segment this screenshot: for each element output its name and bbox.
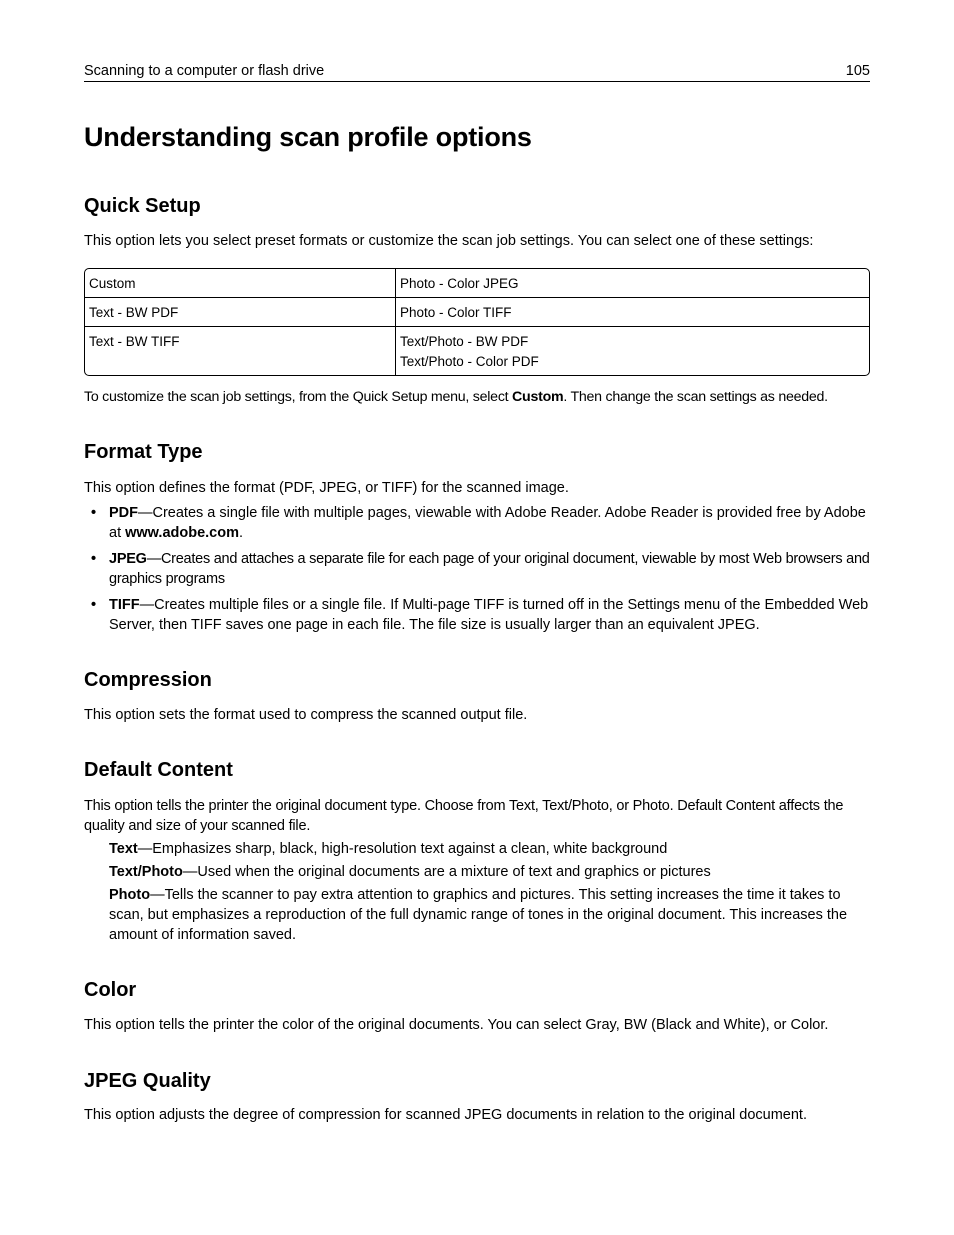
list-item bbox=[84, 549, 870, 589]
list-item bbox=[84, 503, 870, 543]
list-item-text: —Creates a single file with multiple pages, viewable with Adobe Reader. Adobe Reader is provided free by Adobe at bbox=[109, 505, 866, 541]
heading-color: Color bbox=[84, 979, 137, 1001]
list-item-text: —Creates multiple files or a single file. If Multi-page TIFF is turned off in the Settings menu of the Embedded Web Server, then TIFF saves one page in each file. The file size is usually larger than an equivalent JPEG. bbox=[109, 597, 869, 633]
content-option-text: —Emphasizes sharp, black, high-resolution text against a clean, white background bbox=[137, 841, 668, 857]
running-header bbox=[84, 60, 870, 82]
table-cell bbox=[396, 327, 869, 375]
list-item bbox=[84, 595, 870, 635]
table-cell-line: Text/Photo - BW PDF bbox=[400, 334, 529, 349]
content-option-term: Text/Photo bbox=[109, 864, 183, 880]
jpeg-quality-text: This option adjusts the degree of compression for scanned JPEG documents in relation to the original document. bbox=[84, 1107, 807, 1123]
table-row bbox=[85, 298, 869, 327]
quick-setup-note bbox=[84, 387, 828, 407]
header-section-title: Scanning to a computer or flash drive bbox=[84, 63, 325, 79]
color-text: This option tells the printer the color of the original documents. You can select Gray, BW (Black and White), or Color. bbox=[84, 1017, 829, 1033]
table-cell: Text - BW TIFF bbox=[85, 327, 396, 375]
default-content-intro: This option tells the printer the original document type. Choose from Text, Text/Photo, or Photo. Default Content affects the quality and size of your scanned file. bbox=[84, 798, 844, 834]
table-cell: Photo - Color TIFF bbox=[396, 298, 869, 327]
heading-compression: Compression bbox=[84, 669, 212, 691]
table-row bbox=[85, 327, 869, 375]
format-type-intro: This option defines the format (PDF, JPEG, or TIFF) for the scanned image. bbox=[84, 480, 569, 496]
content-option-text: —Used when the original documents are a mixture of text and graphics or pictures bbox=[182, 864, 711, 880]
compression-text: This option sets the format used to compress the scanned output file. bbox=[84, 707, 528, 723]
list-item-term: TIFF bbox=[109, 597, 140, 613]
table-cell-line: Text/Photo - Color PDF bbox=[400, 354, 539, 369]
list-item-tail: . bbox=[239, 525, 244, 541]
content-option bbox=[109, 839, 870, 859]
page-title: Understanding scan profile options bbox=[84, 122, 532, 152]
heading-jpeg-quality: JPEG Quality bbox=[84, 1070, 211, 1092]
bullet-icon: • bbox=[91, 597, 97, 613]
list-item-text: —Creates and attaches a separate file for each page of your original document, viewable by most Web browsers and graphics programs bbox=[109, 551, 870, 587]
content-option bbox=[109, 885, 870, 945]
content-option-text: —Tells the scanner to pay extra attention to graphics and pictures. This setting increases the time it takes to scan, but emphasizes a reproduction of the full dynamic range of tones in the original document. This increases the amount of information saved. bbox=[109, 887, 848, 943]
table-row bbox=[85, 269, 869, 298]
note-emphasis: Custom bbox=[512, 389, 564, 405]
content-option bbox=[109, 862, 870, 882]
quick-setup-table bbox=[84, 268, 870, 376]
list-item-term: JPEG bbox=[109, 551, 147, 567]
table-cell: Custom bbox=[85, 269, 396, 298]
page-number: 105 bbox=[845, 63, 870, 79]
bullet-icon: • bbox=[91, 551, 96, 567]
content-option-term: Photo bbox=[109, 887, 151, 903]
heading-default-content: Default Content bbox=[84, 759, 233, 781]
quick-setup-intro: This option lets you select preset formats or customize the scan job settings. You can select one of these settings: bbox=[84, 233, 814, 249]
list-item-term: PDF bbox=[109, 505, 138, 521]
bullet-icon: • bbox=[91, 505, 97, 521]
note-text: . Then change the scan settings as needed. bbox=[563, 389, 828, 405]
note-text: To customize the scan job settings, from the Quick Setup menu, select bbox=[84, 389, 513, 405]
table-cell: Text - BW PDF bbox=[85, 298, 396, 327]
heading-format-type: Format Type bbox=[84, 441, 203, 463]
table-cell: Photo - Color JPEG bbox=[396, 269, 869, 298]
content-option-term: Text bbox=[109, 841, 138, 857]
heading-quick-setup: Quick Setup bbox=[84, 195, 201, 217]
adobe-link[interactable]: www.adobe.com bbox=[125, 525, 239, 541]
